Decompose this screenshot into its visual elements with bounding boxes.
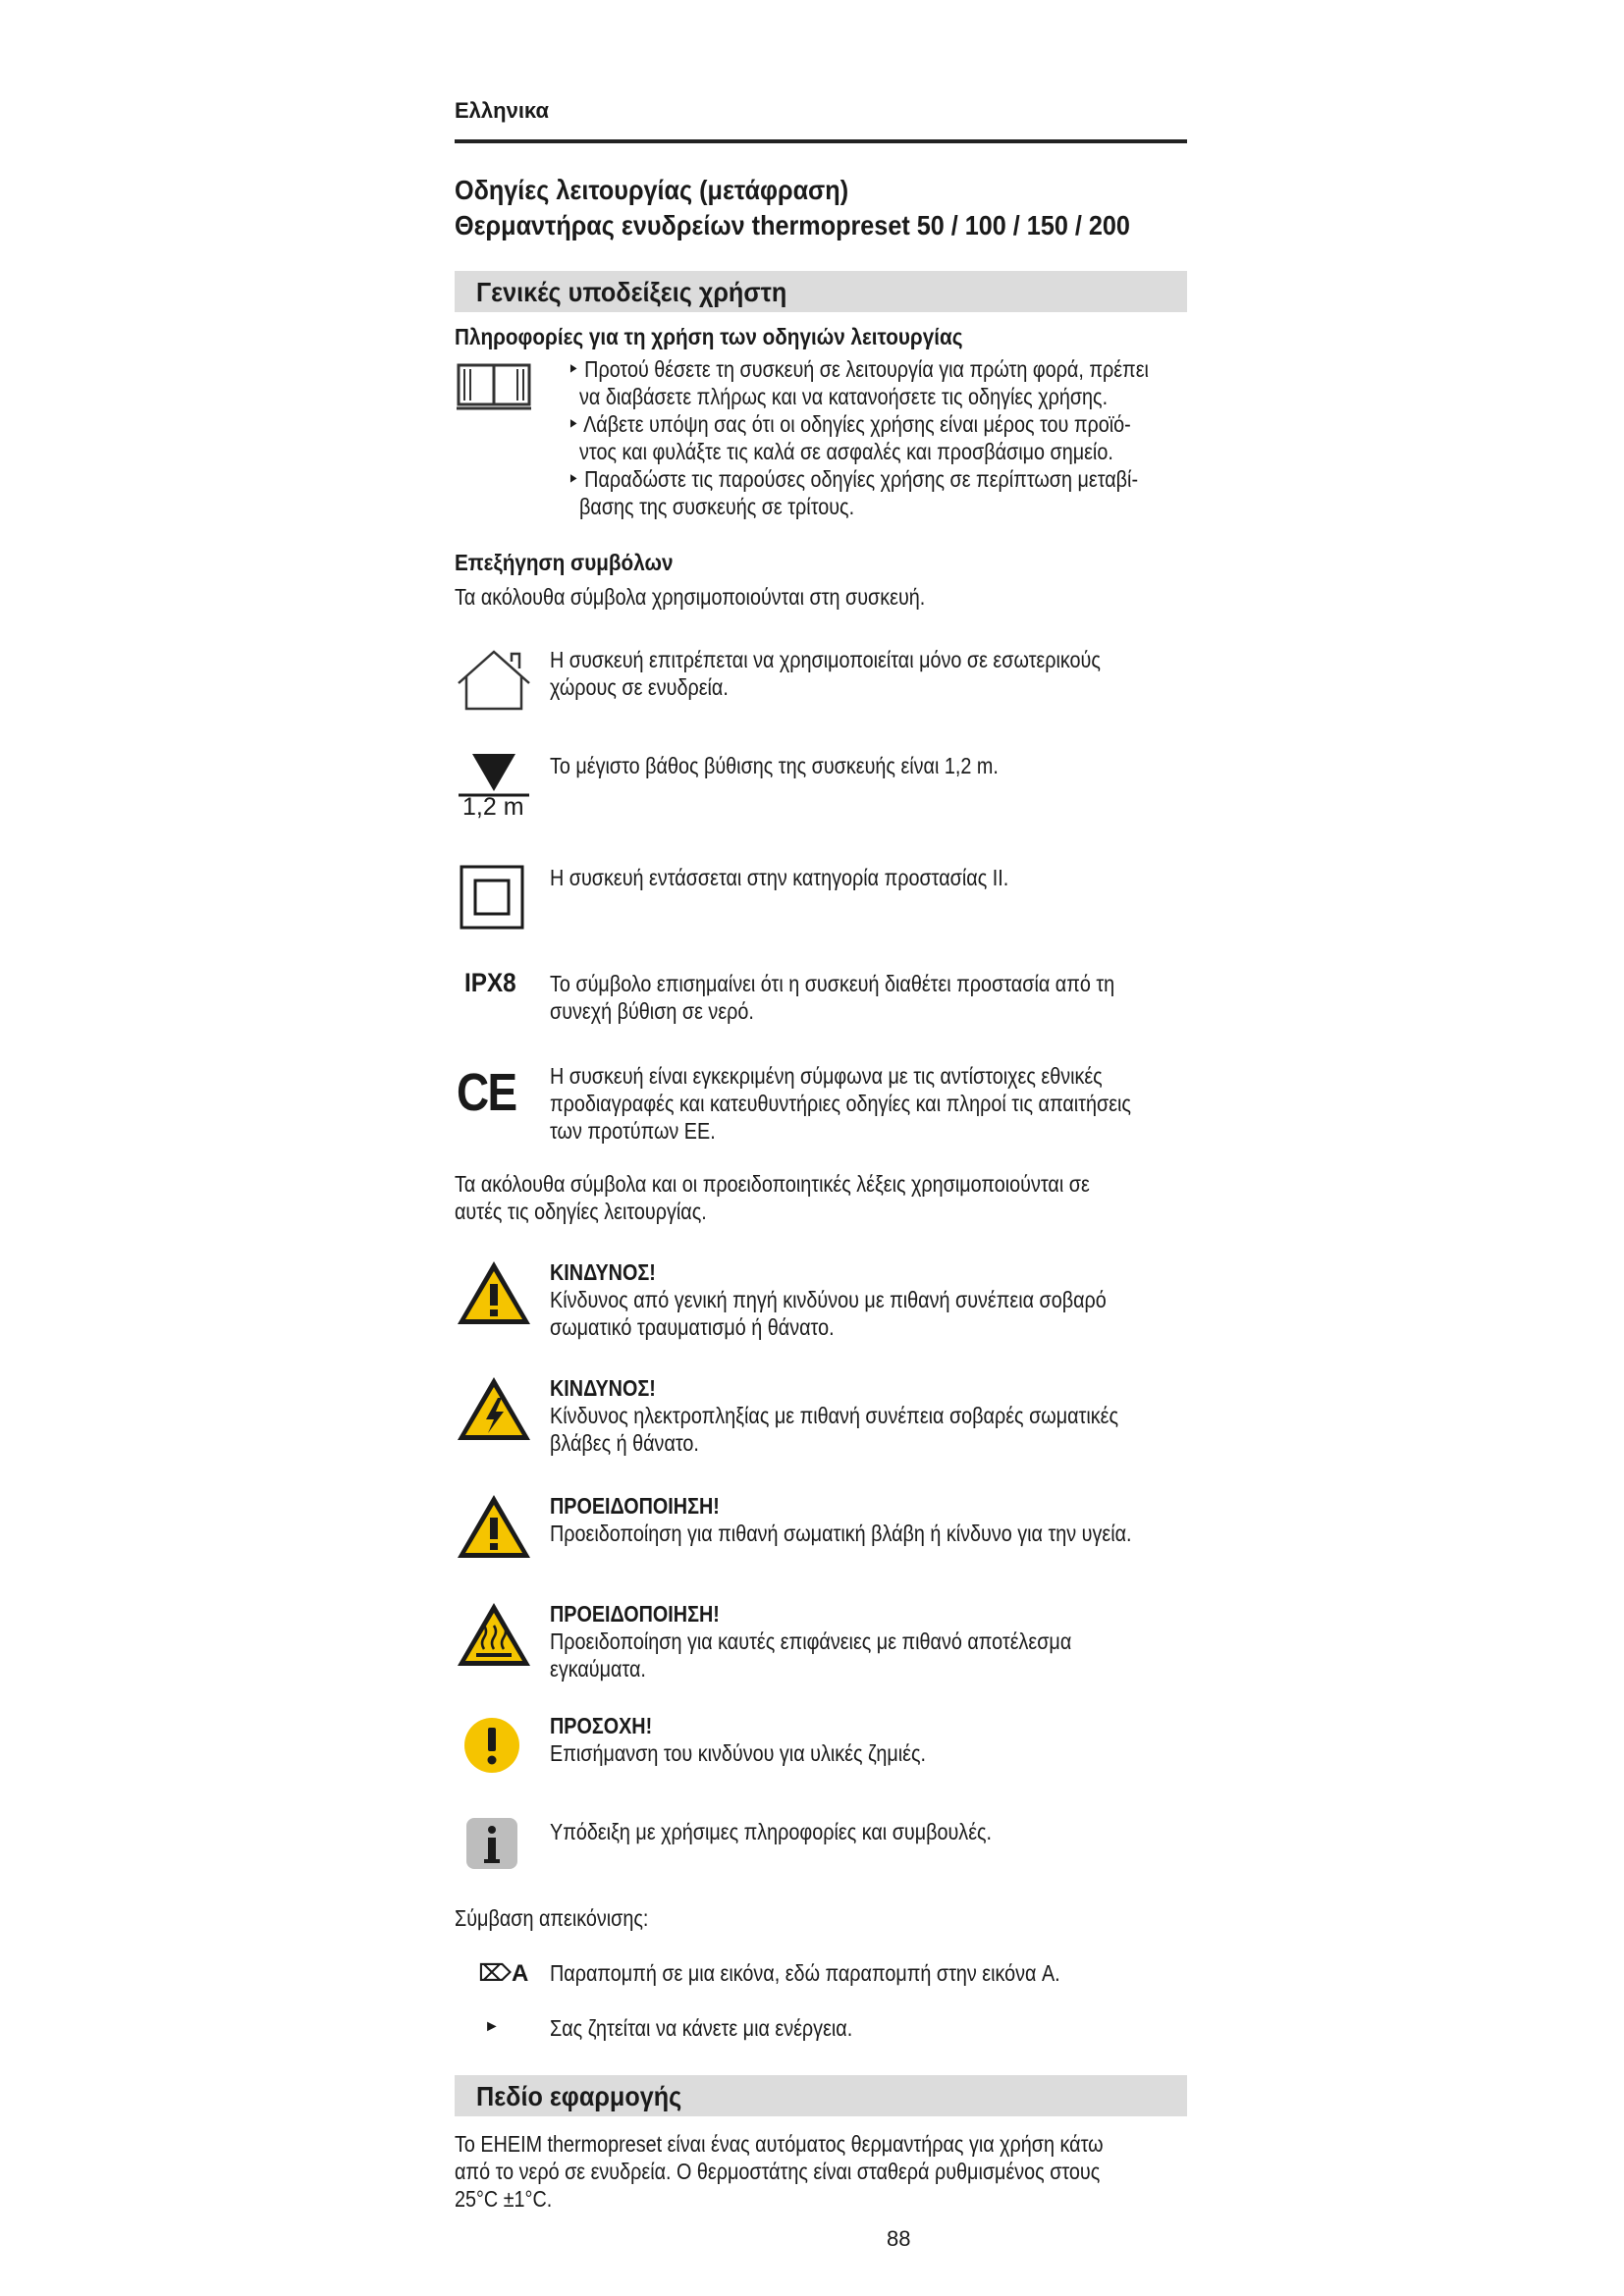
info-icon bbox=[464, 1816, 519, 1871]
warning-general-line-1: Προειδοποίηση για πιθανή σωματική βλάβη ή κίνδυνο για την υγεία. bbox=[550, 1521, 1132, 1546]
warnings-intro bbox=[455, 1170, 1090, 1225]
symbol-ce-line-2: προδιαγραφές και κατευθυντήριες οδηγίες και πληροί τις απαιτήσεις bbox=[550, 1091, 1131, 1116]
application-line-1: Το EHEIM thermopreset είναι ένας αυτόματος θερμαντήρας για χρήση κάτω bbox=[455, 2131, 1104, 2157]
caution-line-1: Επισήμανση του κινδύνου για υλικές ζημιές. bbox=[550, 1740, 926, 1766]
warning-general-icon bbox=[455, 1492, 533, 1561]
info-note: Υπόδειξη με χρήσιμες πληροφορίες και συμβουλές. bbox=[550, 1819, 993, 1844]
section-heading-bar bbox=[455, 2075, 1187, 2116]
symbol-house-text bbox=[550, 646, 1101, 701]
warning-hot-line-1: Προειδοποίηση για καυτές επιφάνειες με πιθανό αποτέλεσμα bbox=[550, 1629, 1072, 1654]
title-line-2: Θερμαντήρας ενυδρείων thermopreset 50 / 100 / 150 / 200 bbox=[455, 210, 1130, 240]
info-bullets bbox=[568, 355, 1149, 520]
header-rule bbox=[455, 139, 1187, 143]
page-number: 88 bbox=[887, 2226, 911, 2251]
symbol-house-line-2: χώρους σε ενυδρεία. bbox=[550, 674, 729, 700]
language-label: Ελληνικα bbox=[455, 98, 549, 123]
bullet-2-line-2: ντος και φυλάξτε τις καλά σε ασφαλές και προσβάσιμο σημείο. bbox=[579, 439, 1113, 464]
warning-hot-title: ΠΡΟΕΙΔΟΠΟΙΗΣΗ! bbox=[550, 1601, 720, 1627]
warning-danger-electric bbox=[550, 1374, 1118, 1457]
info-heading: Πληροφορίες για τη χρήση των οδηγιών λειτουργίας bbox=[455, 324, 963, 349]
warning-general bbox=[550, 1492, 1132, 1547]
book-icon bbox=[455, 361, 533, 412]
house-icon bbox=[455, 648, 533, 713]
warnings-intro-line-1: Τα ακόλουθα σύμβολα και οι προειδοποιητικές λέξεις χρησιμοποιούνται σε bbox=[455, 1171, 1090, 1197]
convention-figure-text: Παραπομπή σε μια εικόνα, εδώ παραπομπή στην εικόνα A. bbox=[550, 1960, 1060, 1986]
depth-label: 1,2 m bbox=[462, 793, 524, 821]
symbol-house-line-1: Η συσκευή επιτρέπεται να χρησιμοποιείται μόνο σε εσωτερικούς bbox=[550, 647, 1101, 672]
warning-danger-title: ΚΙΝΔΥΝΟΣ! bbox=[550, 1259, 656, 1285]
warnings-intro-line-2: αυτές τις οδηγίες λειτουργίας. bbox=[455, 1199, 707, 1224]
title-line-1: Οδηγίες λειτουργίας (μετάφραση) bbox=[455, 175, 849, 205]
caution-icon bbox=[462, 1716, 521, 1775]
warning-electric-line-2: βλάβες ή θάνατο. bbox=[550, 1430, 699, 1456]
bullet-3-line-2: βασης της συσκευής σε τρίτους. bbox=[579, 494, 855, 519]
caution-note bbox=[550, 1712, 926, 1767]
warning-electric-title: ΚΙΝΔΥΝΟΣ! bbox=[550, 1375, 656, 1401]
warning-danger-general bbox=[550, 1258, 1107, 1341]
section-heading: Γενικές υποδείξεις χρήστη bbox=[476, 277, 787, 307]
symbols-intro: Τα ακόλουθα σύμβολα χρησιμοποιούνται στη συσκευή. bbox=[455, 584, 926, 610]
symbol-depth-text: Το μέγιστο βάθος βύθισης της συσκευής είναι 1,2 m. bbox=[550, 753, 999, 778]
symbols-heading: Επεξήγηση συμβόλων bbox=[455, 550, 674, 575]
symbol-ce-line-3: των προτύπων ΕΕ. bbox=[550, 1118, 716, 1144]
ce-mark-icon: CE bbox=[457, 1063, 516, 1122]
application-line-3: 25°C ±1°C. bbox=[455, 2186, 553, 2212]
warning-hot-line-2: εγκαύματα. bbox=[550, 1656, 646, 1682]
warning-danger-line-1: Κίνδυνος από γενική πηγή κινδύνου με πιθανή συνέπεια σοβαρό bbox=[550, 1287, 1107, 1312]
symbol-ipx8-line-1: Το σύμβολο επισημαίνει ότι η συσκευή διαθέτει προστασία από τη bbox=[550, 971, 1115, 996]
section-heading: Πεδίο εφαρμογής bbox=[476, 2081, 682, 2111]
warning-electric-line-1: Κίνδυνος ηλεκτροπληξίας με πιθανή συνέπεια σοβαρές σωματικές bbox=[550, 1403, 1119, 1428]
warning-danger-line-2: σωματικό τραυματισμό ή θάνατο. bbox=[550, 1314, 835, 1340]
action-arrow-icon: ► bbox=[484, 2018, 500, 2035]
application-text bbox=[455, 2130, 1104, 2213]
bullet-2-line-1: ‣ Λάβετε υπόψη σας ότι οι οδηγίες χρήσης είναι μέρος του προϊό- bbox=[568, 411, 1131, 437]
warning-general-icon bbox=[455, 1258, 533, 1327]
application-line-2: από το νερό σε ενυδρεία. Ο θερμοστάτης είναι σταθερά ρυθμισμένος στους bbox=[455, 2159, 1101, 2184]
warning-hot-surface bbox=[550, 1600, 1071, 1682]
symbol-ipx8-text bbox=[550, 970, 1114, 1025]
bullet-3-line-1: ‣ Παραδώστε τις παρούσες οδηγίες χρήσης σε περίπτωση μεταβί- bbox=[568, 466, 1139, 492]
symbol-ce-line-1: Η συσκευή είναι εγκεκριμένη σύμφωνα με τις αντίστοιχες εθνικές bbox=[550, 1063, 1103, 1089]
caution-title: ΠΡΟΣΟΧΗ! bbox=[550, 1713, 653, 1738]
section-heading-bar bbox=[455, 271, 1187, 312]
ipx8-label: IPX8 bbox=[464, 968, 516, 997]
bullet-1-line-1: ‣ Προτού θέσετε τη συσκευή σε λειτουργία για πρώτη φορά, πρέπει bbox=[568, 356, 1149, 382]
warning-electric-icon bbox=[455, 1374, 533, 1443]
symbol-ce-text bbox=[550, 1062, 1131, 1145]
document-title bbox=[455, 173, 1130, 243]
warning-hot-surface-icon bbox=[455, 1600, 533, 1669]
protection-class-ii-icon bbox=[459, 864, 525, 931]
convention-action-text: Σας ζητείται να κάνετε μια ενέργεια. bbox=[550, 2015, 853, 2041]
symbol-ipx8-line-2: συνεχή βύθιση σε νερό. bbox=[550, 998, 754, 1024]
figure-reference-symbol: ⌦A bbox=[478, 1960, 529, 1987]
convention-heading: Σύμβαση απεικόνισης: bbox=[455, 1905, 649, 1931]
symbol-class-ii-text: Η συσκευή εντάσσεται στην κατηγορία προστασίας II. bbox=[550, 865, 1009, 890]
bullet-1-line-2: να διαβάσετε πλήρως και να κατανοήσετε τις οδηγίες χρήσης. bbox=[579, 384, 1109, 409]
warning-general-title: ΠΡΟΕΙΔΟΠΟΙΗΣΗ! bbox=[550, 1493, 720, 1519]
